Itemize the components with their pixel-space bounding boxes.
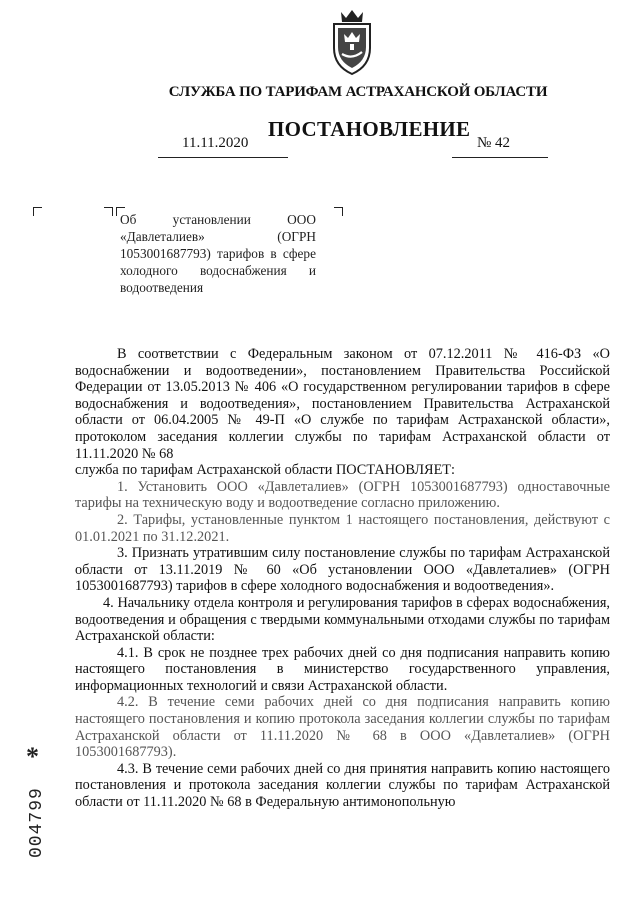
registration-number: 004799 bbox=[27, 787, 47, 858]
clause-3: 3. Признать утратившим силу постановление службы по тарифам Астраханской области от 13.11.2019 № 60 «Об установлении ООО «Давлеталиев» (ОГРН 1053001687793) тарифов в сфере холодного водоснабжения и водоотведения». bbox=[75, 545, 610, 595]
coat-of-arms-icon bbox=[329, 8, 375, 78]
corner-mark-left bbox=[33, 207, 42, 216]
resolution-statement: служба по тарифам Астраханской области ПОСТАНОВЛЯЕТ: bbox=[75, 462, 456, 479]
preamble-paragraph: В соответствии с Федеральным законом от 07.12.2011 № 416-ФЗ «О водоснабжении и водоотведении», постановлением Правительства Российской Федерации от 13.05.2013 № 406 «О государственном регулировании тарифов в сфере водоснабжения и водоотведения», постановлением Правительства Астраханской области от 06.04.2005 № 49-П «О службе по тарифам Астраханской области», протоколом заседания коллегии службы по тарифам Астраханской области от 11.11.2020 № 68 bbox=[75, 346, 610, 462]
clause-4-2: 4.2. В течение семи рабочих дней со дня подписания направить копию настоящего постановления и копию протокола заседания коллегии службы по тарифам Астраханской области от 11.11.2020 № 68 в ООО «Давлеталиев» (ОГРН 1053001687793). bbox=[75, 694, 610, 761]
corner-mark-right bbox=[334, 207, 343, 216]
clause-2: 2. Тарифы, установленные пунктом 1 настоящего постановления, действуют с 01.01.2021 по 31.12.2021. bbox=[75, 511, 610, 545]
clause-1: 1. Установить ООО «Давлеталиев» (ОГРН 1053001687793) одноставочные тарифы на техническую воду и водоотведение согласно приложению. bbox=[75, 478, 610, 512]
document-body bbox=[75, 346, 610, 811]
registration-star-mark: * bbox=[26, 742, 39, 771]
subject-text: Об установлении ООО «Давлеталиев» (ОГРН 1053001687793) тарифов в сфере холодного водоснабжения и bbox=[120, 212, 316, 278]
organization-name bbox=[0, 84, 640, 101]
corner-mark-mid-right bbox=[104, 207, 113, 216]
subject-text-last: водоотведения bbox=[120, 280, 204, 295]
clause-4: 4. Начальнику отдела контроля и регулирования тарифов в сферах водоснабжения, водоотведения и обращения с твердыми коммунальными отходами службы по тарифам Астраханской области: bbox=[75, 594, 610, 645]
clause-4-3: 4.3. В течение семи рабочих дней со дня принятия направить копию настоящего постановления и протокола заседания коллегии службы по тарифам Астраханской области от 11.11.2020 № 68 в Федеральную антимонопольную bbox=[75, 760, 610, 811]
organization-name-text: СЛУЖБА ПО ТАРИФАМ АСТРАХАНСКОЙ ОБЛАСТИ bbox=[168, 84, 548, 100]
document-date: 11.11.2020 bbox=[182, 135, 249, 151]
document-subject bbox=[120, 211, 316, 296]
date-underline bbox=[158, 157, 288, 158]
number-underline bbox=[452, 157, 548, 158]
document-number: № 42 bbox=[477, 135, 511, 151]
clause-4-1: 4.1. В срок не позднее трех рабочих дней со дня подписания направить копию настоящего постановления в министерство государственного управления, информационных технологий и связи Астраханской области. bbox=[75, 644, 610, 694]
document-type-title: ПОСТАНОВЛЕНИЕ bbox=[268, 117, 471, 141]
